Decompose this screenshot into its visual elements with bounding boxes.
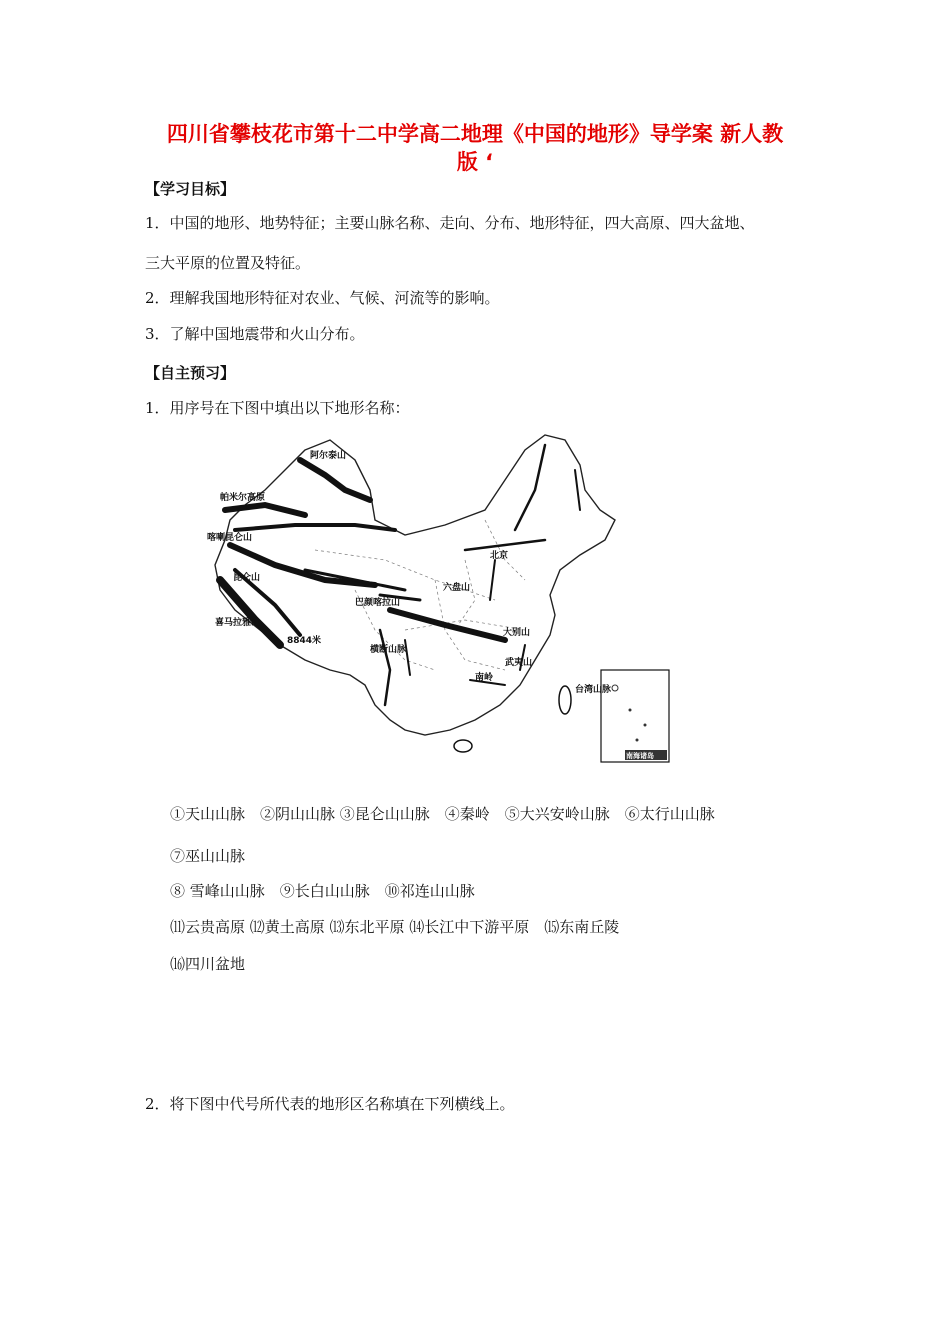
altai-range — [300, 460, 370, 500]
question-2: 2．将下图中代号所代表的地形区名称填在下列横线上。 — [145, 1095, 515, 1113]
option-line-5: ⒃四川盆地 — [170, 955, 246, 973]
label-nanling: 南岭 — [475, 673, 494, 683]
option-line-2: ⑦巫山山脉 — [170, 847, 246, 865]
label-dabie: 大别山 — [503, 628, 531, 638]
goal-3: 3．了解中国地震带和火山分布。 — [145, 325, 365, 343]
label-himalaya: 喜马拉雅山 — [215, 618, 261, 628]
inset-feature — [636, 739, 639, 742]
changbai-range — [575, 470, 580, 510]
inset-feature — [629, 709, 632, 712]
china-terrain-map — [205, 430, 675, 770]
yinshan-range — [465, 540, 545, 550]
label-pamir: 帕米尔高原 — [220, 493, 266, 503]
inset-frame — [601, 670, 669, 762]
province-borders — [315, 520, 525, 670]
label-karakoram: 喀喇昆仑山 — [207, 533, 253, 543]
goal-1-cont: 三大平原的位置及特征。 — [145, 254, 311, 272]
himalaya-range — [220, 580, 280, 645]
label-hengduan: 横断山脉 — [370, 645, 407, 655]
document-title — [140, 120, 810, 176]
south-china-sea-inset — [601, 670, 669, 762]
preview-heading: 【自主预习】 — [145, 364, 236, 382]
label-wuyi: 武夷山 — [505, 658, 533, 668]
title-line-2: 版 ‘ — [456, 150, 494, 174]
label-liupan: 六盘山 — [443, 583, 471, 593]
taiwan-island — [559, 686, 571, 714]
goals-heading: 【学习目标】 — [145, 180, 236, 198]
taihang-range — [490, 560, 495, 600]
hainan-island — [454, 740, 472, 752]
tianshan-range — [235, 525, 395, 530]
inset-feature — [644, 724, 647, 727]
islands — [454, 686, 571, 752]
goal-1: 1．中国的地形、地势特征；主要山脉名称、走向、分布、地形特征，四大高原、四大盆地、 — [145, 214, 755, 232]
option-line-4: ⑾云贵高原 ⑿黄土高原 ⒀东北平原 ⒁长江中下游平原 ⒂东南丘陵 — [170, 918, 620, 936]
label-kunlun: 昆仑山 — [233, 573, 261, 583]
label-bayankala: 巴颜喀拉山 — [355, 598, 401, 608]
title-line-1: 四川省攀枝花市第十二中学高二地理《中国的地形》导学案 新人教 — [166, 122, 784, 146]
country-outline — [215, 435, 615, 735]
hengduan-range — [380, 630, 390, 705]
label-altai: 阿尔泰山 — [310, 451, 347, 461]
goal-2: 2．理解我国地形特征对农业、气候、河流等的影响。 — [145, 289, 500, 307]
label-nanhai: 南海诸岛 — [626, 752, 654, 760]
option-line-1: ①天山山脉 ②阴山山脉 ③昆仑山山脉 ④秦岭 ⑤大兴安岭山脉 ⑥太行山山脉 — [170, 805, 715, 823]
qinling-range — [390, 610, 505, 640]
label-beijing: 北京 — [490, 551, 509, 561]
label-taiwan: 台湾山脉 — [575, 685, 612, 695]
label-everest: 8844米 — [287, 636, 322, 646]
question-1: 1．用序号在下图中填出以下地形名称： — [145, 399, 410, 417]
option-line-3: ⑧ 雪峰山山脉 ⑨长白山山脉 ⑩祁连山山脉 — [170, 882, 475, 900]
